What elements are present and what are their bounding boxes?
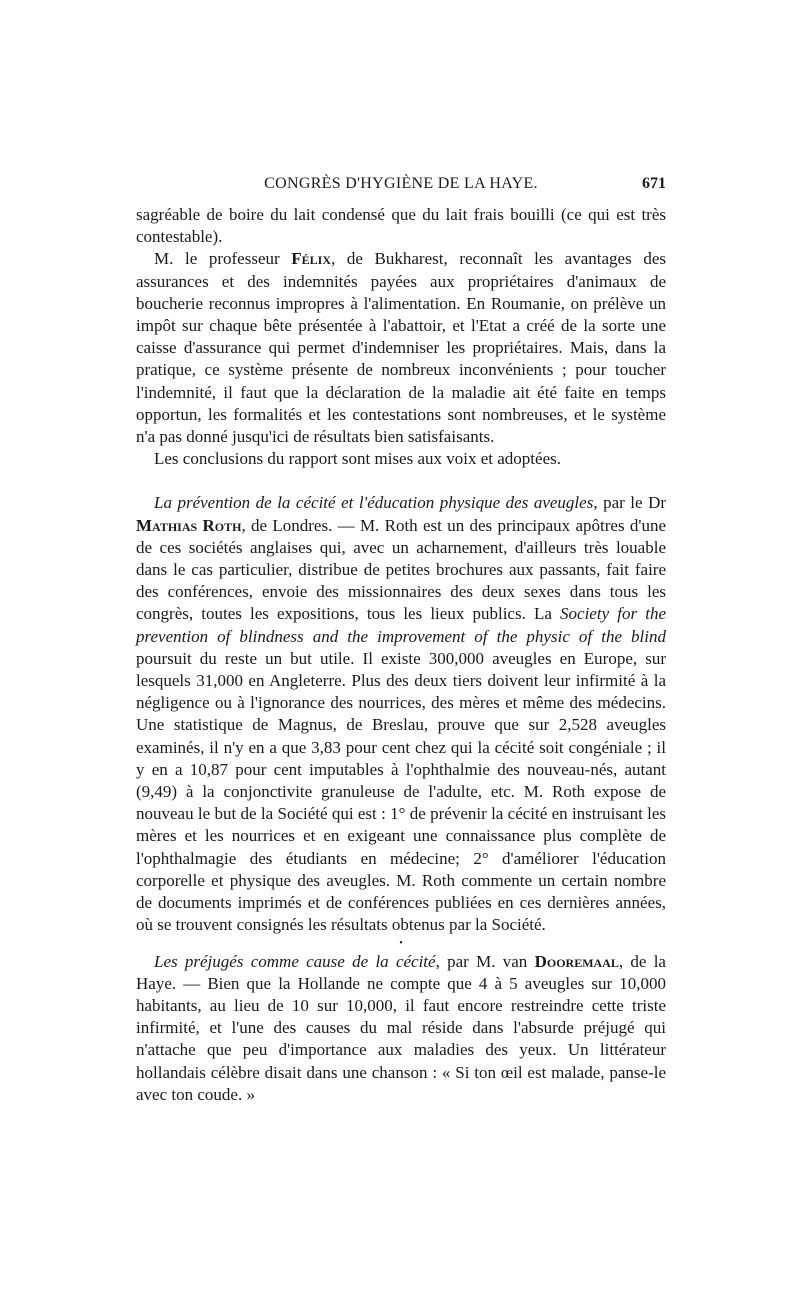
section-separator: • xyxy=(399,937,403,949)
paragraph-lead: M. le professeur xyxy=(154,249,292,269)
section-gap xyxy=(136,470,666,492)
speaker-name: Félix xyxy=(291,249,332,269)
paragraph-continuation xyxy=(136,204,666,248)
paragraph-by: , par le Dr xyxy=(593,493,667,513)
section-title: La prévention de la cécité et l'éducation physique des aveugles xyxy=(154,493,594,513)
paragraph-felix xyxy=(136,248,666,448)
paragraph-text: sagréable de boire du lait condensé que du lait frais bouilli (ce qui est très contestable). xyxy=(136,205,666,247)
society-name: Society for the prevention of blindness and the improvement of the physic of the blind xyxy=(136,604,666,646)
paragraph-roth xyxy=(136,492,666,936)
paragraph-conclusions xyxy=(136,448,666,470)
section-title: Les préjugés comme cause de la cécité xyxy=(154,951,436,971)
paragraph-text: , de Londres. — M. Roth est un des principaux apôtres d'une de ces sociétés anglaises qui, avec un acharnement, d'ailleurs très louable dans le cas particulier, distribue de petites brochures aux passants, fait faire des conférences, envoie des missionnaires des deux sexes dans tous les congrès, toutes les expositions, tous les lieux publics. La xyxy=(136,515,666,624)
author-name: Mathias Roth xyxy=(136,515,242,535)
paragraph-by: , par M. van xyxy=(435,951,535,971)
paragraph-text: , de Bukharest, reconnaît les avantages des assurances et des indemnités payées aux propriétaires d'animaux de boucherie reconnus impropres à l'alimentation. En Roumanie, on prélève un impôt sur chaque bête présentée à l'abattoir, et l'Etat a créé de la sorte une caisse d'assurance qui permet d'indemniser les propriétaires. Mais, dans la pratique, ce système présente de nombreux inconvénients ; pour toucher l'indemnité, il faut que la déclaration de la maladie ait été faite en temps opportun, les formalités et les contestations sont nombreuses, et le système n'a pas donné jusqu'ici de résultats bien satisfaisants. xyxy=(136,249,666,447)
paragraph-text: poursuit du reste un but utile. Il existe 300,000 aveugles en Europe, sur lesquels 31,000 en Angleterre. Plus des deux tiers doivent leur infirmité à la négligence ou à l'ignorance des nourrices, des mères et même des médecins. Une statistique de Magnus, de Breslau, prouve que sur 2,528 aveugles examinés, il n'y en a que 3,83 pour cent chez qui la cécité soit congéniale ; il y en a 10,87 pour cent imputables à l'ophthalmie des nouveau-nés, autant (9,49) à la conjonctivite granuleuse de l'adulte, etc. M. Roth expose de nouveau le but de la Société qui est : 1° de prévenir la cécité en instruisant les mères et les nourrices et en exigeant une connaissance plus complète de l'ophthalmagie des étudiants en médecine; 2° d'améliorer l'éducation corporelle et physique des aveugles. M. Roth commente un certain nombre de documents imprimés et de conférences publiées en ces dernières années, où se trouvent consignés les résultats obtenus par la Société. xyxy=(136,648,666,935)
running-head: CONGRÈS D'HYGIÈNE DE LA HAYE. xyxy=(264,175,538,192)
body-text xyxy=(136,204,666,1106)
page-number: 671 xyxy=(642,175,666,192)
paragraph-text: , de la Haye. — Bien que la Hollande ne compte que 4 à 5 aveugles sur 10,000 habitants, au lieu de 10 sur 10,000, il faut encore restreindre cette triste infirmité, et l'une des causes du mal réside dans l'absurde préjugé qui n'attache que peu d'importance aux maladies des yeux. Un littérateur hollandais célèbre disait dans une chanson : « Si ton œil est malade, panse-le avec ton coude. » xyxy=(136,951,666,1104)
paragraph-text: Les conclusions du rapport sont mises aux voix et adoptées. xyxy=(154,449,561,469)
author-name: Dooremaal xyxy=(534,951,619,971)
page-header xyxy=(136,175,666,199)
paragraph-dooremaal xyxy=(136,951,666,1106)
